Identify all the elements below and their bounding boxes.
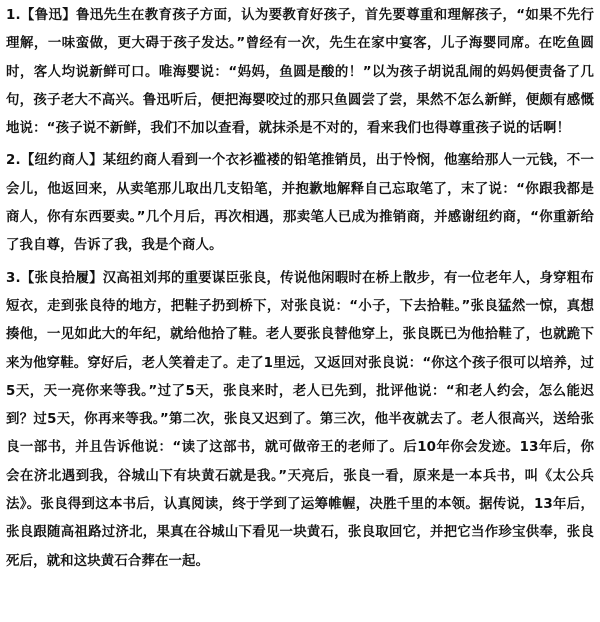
story-body: 汉高祖刘邦的重要谋臣张良，传说他闲暇时在桥上散步，有一位老年人，身穿粗布短衣，走到张良待的地方，把鞋子扔到桥下，对张良说：“小子，下去拾鞋。”张良猛然一惊，真想揍他，一见如此大的年纪，就给他拾了鞋。老人要张良替他穿上，张良既已为他拾鞋了，也就跪下来为他穿鞋。穿好后，老人笑着走了。走了1里远，又返回对张良说：“你这个孩子很可以培养，过5天，天一亮你来等我。”过了5天，张良来时，老人已先到，批评他说：“和老人约会，怎么能迟到？过5天，你再来等我。”第二次，张良又迟到了。第三次，他半夜就去了。老人很高兴，送给张良一部书，并且告诉他说：“读了这部书，就可做帝王的老师了。后10年你会发迹。13年后，你会在济北遇到我，谷城山下有块黄石就是我。”天亮后，张良一看，原来是一本兵书，叫《太公兵法》。张良得到这本书后，认真阅读，终于学到了运筹帷幄，决胜千里的本领。据传说，13年后，张良跟随高祖路过济北，果真在谷城山下看见一块黄石，张良取回它，并把它当作珍宝供奉，张良死后，就和这块黄石合葬在一起。 — [6, 270, 594, 569]
story-body: 鲁迅先生在教育孩子方面，认为要教育好孩子，首先要尊重和理解孩子，“如果不先行理解，一味蛮做，更大碍于孩子发达。”曾经有一次，先生在家中宴客，儿子海婴同席。在吃鱼圆时，客人均说新鲜可口。唯海婴说：“妈妈，鱼圆是酸的！”以为孩子胡说乱闹的妈妈便责备了几句，孩子老大不高兴。鲁迅听后，便把海婴咬过的那只鱼圆尝了尝，果然不怎么新鲜，便颇有感慨地说：“孩子说不新鲜，我们不加以查看，就抹杀是不对的，看来我们也得尊重孩子说的话啊！ — [6, 8, 595, 137]
story-title: 【张良拾履】 — [20, 270, 103, 286]
story-lu-xun — [6, 2, 594, 143]
story-new-york-merchant — [6, 147, 594, 260]
story-number: 2. — [6, 153, 21, 169]
story-title: 【纽约商人】 — [20, 153, 103, 169]
story-body: 某纽约商人看到一个衣衫褴褛的铅笔推销员，出于怜悯，他塞给那人一元钱，不一会儿，他返回来，从卖笔那儿取出几支铅笔，并抱歉地解释自己忘取笔了，末了说：“你跟我都是商人，你有东西要卖。”几个月后，再次相遇，那卖笔人已成为推销商，并感谢纽约商，“你重新给了我自尊，告诉了我，我是个商人。 — [6, 153, 594, 254]
story-number: 1. — [6, 8, 21, 23]
story-zhang-liang — [6, 265, 594, 576]
story-number: 3. — [6, 270, 21, 286]
story-title: 【鲁迅】 — [20, 8, 76, 23]
